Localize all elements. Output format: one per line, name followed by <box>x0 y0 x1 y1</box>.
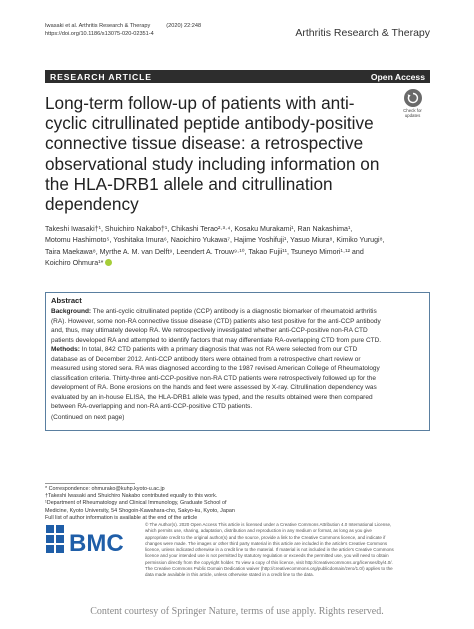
doi-link[interactable]: https://doi.org/10.1186/s13075-020-02351-4 <box>45 30 154 37</box>
abstract-line: between RA-overlapping and non-RA anti-CCP-positive CTD patients. <box>51 402 253 410</box>
footnote-divider <box>45 483 135 484</box>
abstract-line: patients developed RA and attempted to identify factors that may differentiate RA-overlapping CTD from pure CTD. <box>51 336 382 344</box>
methods-label: Methods: <box>51 346 80 354</box>
continued-note: (Continued on next page) <box>51 414 125 422</box>
background-label: Background: <box>51 308 92 316</box>
correspondence-email[interactable]: * Correspondence: ohmurako@kuhp.kyoto-u.ac.jp <box>45 486 165 492</box>
license-line: licence, unless indicated otherwise in a credit line to the material. If material is not included in the article's Creative Commons <box>145 547 394 553</box>
license-line: permission directly from the copyright holder. To view a copy of this licence, visit http://creativecommons.org/licenses/by/4.0/. <box>145 559 393 565</box>
license-line: which permits use, sharing, adaptation, distribution and reproduction in any medium or format, as long as you give <box>145 528 372 534</box>
abstract-line: measured using stored sera. RA was diagnosed according to the 1987 revised American College of Rheumatology <box>51 365 380 373</box>
equal-contribution-note: †Takeshi Iwasaki and Shuichiro Nakabo contributed equally to this work. <box>45 493 218 500</box>
license-line: © The Author(s). 2020 Open Access This article is licensed under a Creative Commons Attribution 4.0 International License, <box>145 522 392 527</box>
orcid-icon[interactable] <box>105 259 112 266</box>
license-text <box>145 522 431 579</box>
abstract-methods <box>51 345 424 411</box>
abstract-heading: Abstract <box>51 296 82 305</box>
abstract-line <box>51 345 424 354</box>
check-updates-line2: updates <box>404 113 421 118</box>
article-title: Long-term follow-up of patients with anti-cyclic citrullinated peptide antibody-positive connective tissue disease: a retrospective observational study including information on the HLA-DRB1 allele and citrullination dependency <box>45 93 380 215</box>
abstract-line: classification criteria. Thirty-three anti-CCP-positive non-RA CTD patients were retrospectively followed up for the <box>51 374 377 382</box>
license-line: The Creative Commons Public Domain Dedication waiver (http://creativecommons.org/publicdomain/zero/1.0/) applies to the <box>145 566 393 572</box>
author-line: Taira Maekawa⁸, Myrthe A. M. van Delft⁹, Leendert A. Trouw⁹·¹⁰, Takao Fujii¹¹, Tsuneyo Mimori¹·¹² and <box>45 247 364 256</box>
abstract-line: database as of December 2012. Anti-CCP antibody titers were obtained from a retrospective chart review or <box>51 355 361 363</box>
abstract-line: evaluated by an in-house ELISA, the HLA-DRB1 allele was typed, and the results obtained were then compared <box>51 393 373 401</box>
abstract-background <box>51 307 424 345</box>
license-line: changes were made. The images or other third party material in this article are included in the article's Creative Commons <box>145 540 388 546</box>
abstract-line: (RA). However, some non-RA connective tissue disease (CTD) patients also test positive for the anti-CCP antibody <box>51 317 381 325</box>
license-line: appropriate credit to the original author(s) and the source, provide a link to the Creative Commons licence, and indicate if <box>145 534 386 540</box>
affiliation-line: Medicine, Kyoto University, 54 Shogoin-Kawahara-cho, Sakyo-ku, Kyoto, Japan <box>45 507 235 514</box>
citation-header <box>45 23 201 38</box>
article-type-label: RESEARCH ARTICLE <box>50 71 152 82</box>
author-list <box>45 224 430 269</box>
courtesy-footer: Content courtesy of Springer Nature, terms of use apply. Rights reserved. <box>90 606 384 617</box>
check-updates-icon <box>404 89 422 107</box>
abstract-text: In total, 842 CTD patients with a primary diagnosis that was not RA were selected from our CTD <box>79 346 358 354</box>
bmc-logo-text: BMC <box>69 530 124 557</box>
affiliation-line: ¹Department of Rheumatology and Clinical Immunology, Graduate School of <box>45 500 227 507</box>
citation-authors: Iwasaki et al. Arthritis Research & Therapy <box>45 23 151 29</box>
author-line-text: Koichiro Ohmura¹* <box>45 258 104 267</box>
author-info-note: Full list of author information is available at the end of the article <box>45 514 198 521</box>
journal-name: Arthritis Research & Therapy <box>295 27 430 39</box>
open-access-label: Open Access <box>370 71 425 82</box>
abstract-text: The anti-cyclic citrullinated peptide (CCP) antibody is a diagnostic biomarker of rheumatoid arthritis <box>91 308 377 316</box>
license-line: data made available in this article, unless otherwise stated in a credit line to the data. <box>145 572 314 578</box>
bmc-logo <box>45 522 135 558</box>
abstract-line <box>51 307 424 316</box>
author-line: Motomu Hashimoto⁵, Yoshitaka Imura⁶, Naoichiro Yukawa⁷, Hajime Yoshifuji¹, Yasuo Miura⁸, Kimiko Yurugi⁸, <box>45 236 385 245</box>
citation-year: (2020) 22:248 <box>166 23 202 29</box>
article-type-banner <box>45 70 430 83</box>
check-for-updates-badge[interactable] <box>396 89 429 123</box>
author-line: Takeshi Iwasaki†¹, Shuichiro Nakabo†¹, Chikashi Terao²·³·⁴, Kosaku Murakami¹, Ran Nakashima¹, <box>45 225 353 233</box>
footnotes <box>45 483 235 522</box>
check-updates-line1: Check for <box>403 108 422 113</box>
abstract-line: and, thus, may ultimately develop RA. We retrospectively investigated whether anti-CCP-positive non-RA CTD <box>51 327 368 335</box>
abstract-box <box>45 292 430 431</box>
author-line <box>45 258 430 269</box>
license-line: licence and your intended use is not permitted by statutory regulation or exceeds the permitted use, you will need to obtain <box>145 553 389 559</box>
abstract-line: development of RA. Bone erosions on the hands and feet were assessed by X-ray. Citrullination dependency was <box>51 384 377 392</box>
